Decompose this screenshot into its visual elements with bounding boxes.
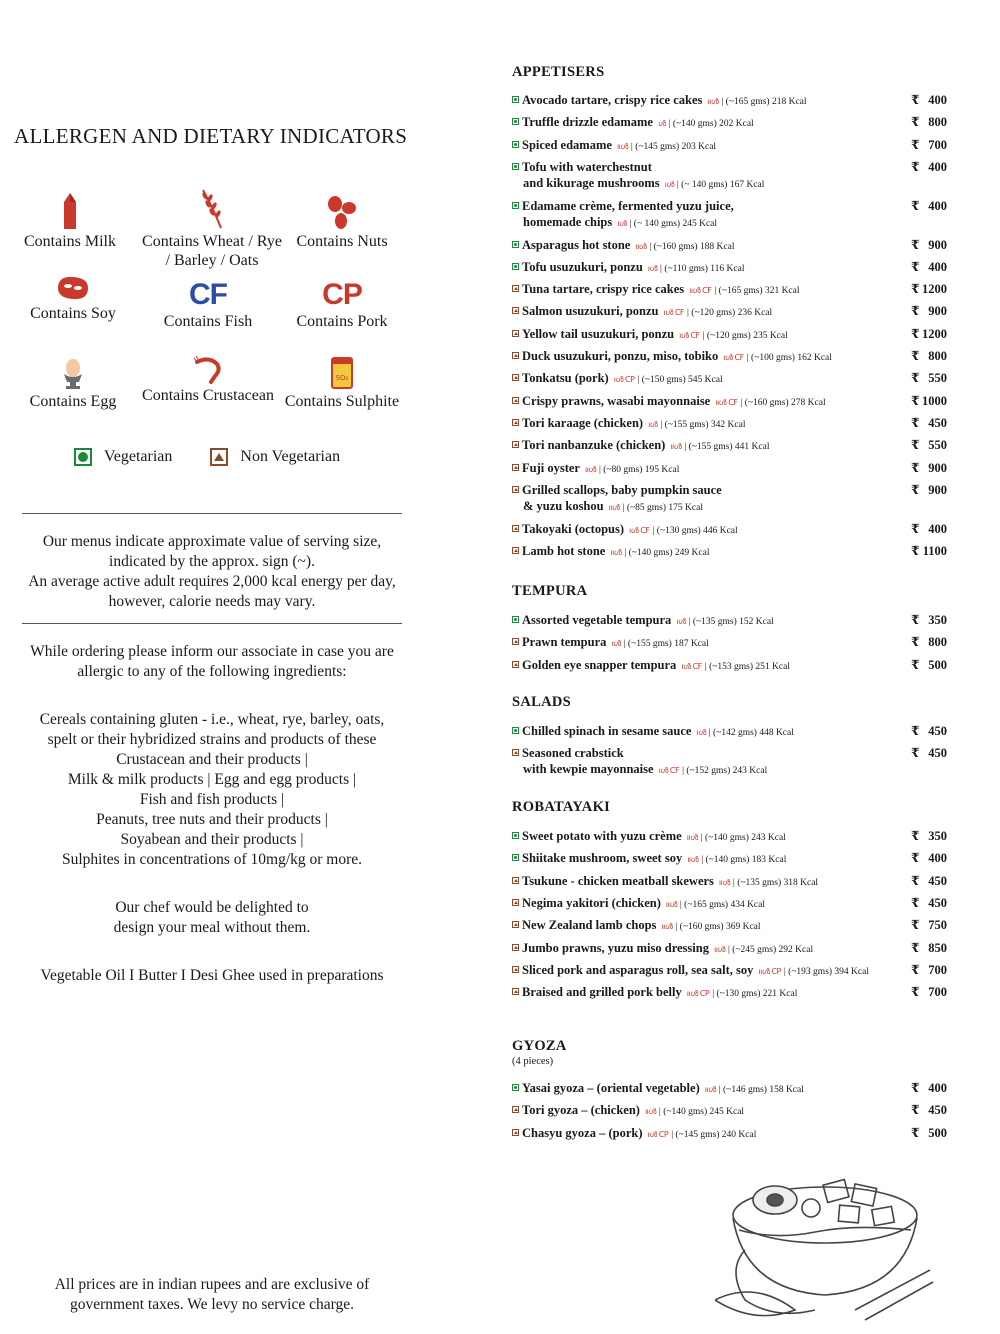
allergen-icons: ıൾ: [617, 218, 627, 228]
dish-name: Tsukune - chicken meatball skewers: [522, 873, 714, 888]
rupee-symbol: ₹: [911, 635, 920, 650]
allergen-icons: ıൾ CF: [658, 766, 680, 776]
serving-info: | (~145 gms) 203 Kcal: [630, 141, 717, 152]
allergen-icons: ııൾ: [608, 502, 620, 512]
serving-info: | (~85 gms) 175 Kcal: [622, 502, 703, 513]
price: ₹ 450: [911, 1103, 947, 1118]
serving-info: | (~155 gms) 187 Kcal: [623, 639, 709, 650]
dish-name: Seasoned crabstick: [522, 746, 624, 761]
vegetarian-icon: [512, 96, 519, 103]
price: ₹ 750: [911, 918, 947, 933]
rupee-symbol: ₹: [911, 1103, 920, 1118]
serving-info: | (~155 gms) 441 Kcal: [684, 442, 770, 453]
price: ₹ 400: [911, 259, 947, 274]
serving-info: | (~ 140 gms) 245 Kcal: [629, 218, 718, 229]
serving-info: | (~160 gms) 188 Kcal: [649, 241, 735, 252]
non-vegetarian-icon: [210, 448, 228, 466]
vegetarian-icon: [512, 727, 519, 734]
allergen-icons: ıൾ CP: [613, 375, 635, 385]
allergen-icons: ıൾ CF: [679, 330, 700, 340]
rupee-symbol: ₹: [911, 326, 920, 341]
nuts-icon: [325, 194, 359, 230]
shrimp-icon: [193, 356, 223, 384]
non-vegetarian-icon: [512, 899, 519, 906]
divider: [22, 513, 402, 514]
non-vegetarian-icon: [512, 921, 519, 928]
dish-name: Truffle drizzle edamame: [522, 115, 653, 130]
non-vegetarian-icon: [512, 441, 519, 448]
rupee-symbol: ₹: [911, 349, 920, 363]
dish-name: Sliced pork and asparagus roll, sea salt, soy: [522, 962, 754, 977]
soy-bean-icon: [54, 274, 92, 302]
vegetarian-icon: [74, 448, 92, 466]
divider: [22, 623, 402, 624]
non-vegetarian-icon: [512, 749, 519, 756]
serving-info: | (~245 gms) 292 Kcal: [727, 944, 814, 955]
price: ₹ 1100: [911, 543, 947, 558]
price: ₹ 800: [911, 635, 947, 650]
serving-info: | (~110 gms) 116 Kcal: [660, 263, 745, 274]
price: ₹ 400: [911, 521, 947, 536]
rupee-symbol: ₹: [911, 259, 920, 274]
allergen-icons: ıൾ CF: [663, 308, 685, 318]
serving-info: | (~146 gms) 158 Kcal: [718, 1085, 804, 1095]
rupee-symbol: ₹: [911, 873, 920, 888]
allergen-icons: ııൾ CF: [715, 397, 738, 407]
dish-name: Tori karaage (chicken): [522, 415, 644, 430]
dish-name: Tuna tartare, crispy rice cakes: [522, 282, 685, 297]
dish-name: Chilled spinach in sesame sauce: [522, 724, 692, 738]
rupee-symbol: ₹: [911, 521, 920, 536]
dish-name: Tofu with waterchestnut: [522, 159, 652, 174]
price: ₹ 400: [911, 1081, 947, 1095]
serving-info: | (~140 gms) 243 Kcal: [700, 833, 786, 843]
rupee-symbol: ₹: [911, 438, 920, 453]
serving-info: | (~160 gms) 369 Kcal: [675, 922, 761, 933]
rupee-symbol: ₹: [911, 237, 920, 252]
vegetarian-icon: [512, 241, 519, 248]
rupee-symbol: ₹: [911, 1081, 920, 1095]
dish-name: Sweet potato with yuzu crème: [522, 829, 682, 843]
non-vegetarian-icon: [512, 1106, 519, 1113]
price: ₹ 700: [911, 137, 947, 152]
dish-name: Takoyaki (octopus): [522, 521, 624, 536]
serving-info: | (~165 gms) 218 Kcal: [721, 97, 807, 107]
dish-name: Yellow tail usuzukuri, ponzu: [522, 326, 675, 341]
allergen-icons: ıൾ: [648, 419, 658, 429]
dish-name: Edamame crème, fermented yuzu juice,: [522, 198, 734, 213]
non-vegetarian-icon: [512, 966, 519, 973]
serving-info: | (~130 gms) 221 Kcal: [712, 989, 798, 1000]
ramen-bowl-illustration: [715, 1160, 935, 1330]
rupee-symbol: ₹: [911, 851, 920, 866]
price: ₹ 900: [911, 237, 947, 252]
rupee-symbol: ₹: [911, 543, 920, 558]
allergen-icons: ııൾ: [584, 464, 596, 474]
vegetarian-icon: [512, 163, 519, 170]
dish-name: Tori nanbanzuke (chicken): [522, 438, 666, 453]
rupee-symbol: ₹: [911, 93, 920, 107]
rupee-symbol: ₹: [911, 482, 920, 497]
allergen-soy: Contains Soy: [3, 270, 143, 323]
dish-name: Tori gyoza – (chicken): [522, 1103, 640, 1118]
price-note: All prices are in indian rupees and are exclusive of government taxes. We levy no service charge.: [54, 1276, 370, 1313]
serving-info: | (~165 gms) 321 Kcal: [714, 286, 800, 297]
rupee-symbol: ₹: [911, 415, 920, 430]
allergen-icons: ııൾ: [704, 1085, 716, 1094]
dish-name: Salmon usuzukuri, ponzu: [522, 304, 659, 319]
dish-name: Grilled scallops, baby pumpkin sauce: [522, 482, 722, 497]
non-vegetarian-icon: [512, 877, 519, 884]
price: ₹ 450: [911, 415, 947, 430]
non-vegetarian-icon: [512, 547, 519, 554]
dish-name: & yuzu koshou: [523, 498, 604, 513]
vegetarian-icon: [512, 202, 519, 209]
serving-info: | (~140 gms) 202 Kcal: [668, 119, 754, 130]
rupee-symbol: ₹: [911, 115, 920, 130]
price: ₹ 900: [911, 460, 947, 475]
serving-note: Our menus indicate approximate value of serving size, indicated by the approx. sign (~). An average active adult requires 2,000 kcal energy per day, however, calorie needs may vary.: [28, 533, 396, 610]
rupee-symbol: ₹: [911, 657, 920, 672]
rupee-symbol: ₹: [911, 918, 920, 933]
non-vegetarian-icon: [512, 352, 519, 359]
price: ₹ 500: [911, 657, 947, 672]
chef-note: Our chef would be delighted to design your meal without them.: [113, 899, 311, 936]
svg-text:SO₂: SO₂: [335, 374, 349, 382]
allergen-sulphite: SO₂ Contains Sulphite: [272, 346, 412, 411]
serving-info: | (~130 gms) 446 Kcal: [652, 525, 738, 536]
allergen-ingredients-list: Cereals containing gluten - i.e., wheat, rye, barley, oats, spelt or their hybridized strains and products of these Crustacean and their products | Milk & milk products | Egg and egg products | Fish and fish products | Peanuts, tree nuts and their products | Soyabean and their products | Sulphites in concentrations of 10mg/kg or more.: [39, 711, 385, 868]
vegetarian-icon: [512, 1084, 519, 1091]
sulphite-pack-icon: [330, 356, 354, 390]
vegetarian-icon: [512, 832, 519, 839]
non-vegetarian-label: Non Vegetarian: [240, 448, 341, 465]
allergen-icons: ııൾ: [686, 833, 698, 842]
non-vegetarian-icon: [512, 661, 519, 668]
vegetarian-icon: [512, 141, 519, 148]
non-vegetarian-icon: [512, 330, 519, 337]
rupee-symbol: ₹: [911, 282, 920, 297]
dish-name: homemade chips: [523, 214, 613, 229]
dish-name: Prawn tempura: [522, 635, 607, 650]
price: ₹ 900: [911, 482, 947, 497]
allergen-fish: CF Contains Fish: [163, 278, 253, 330]
allergen-icons: ııൾ: [665, 899, 677, 909]
allergen-icons: ııൾ CP: [758, 966, 781, 976]
dish-name: Tofu usuzukuri, ponzu: [522, 259, 643, 274]
section-title-appetisers: APPETISERS: [512, 64, 605, 80]
price: ₹ 700: [911, 985, 947, 1000]
rupee-symbol: ₹: [911, 962, 920, 977]
oil-note: Vegetable Oil I Butter I Desi Ghee used in preparations: [40, 967, 384, 984]
serving-info: | (~155 gms) 342 Kcal: [660, 419, 746, 430]
rupee-symbol: ₹: [911, 829, 920, 843]
non-vegetarian-icon: [512, 285, 519, 292]
dish-name: New Zealand lamb chops: [522, 918, 657, 933]
vegetarian-icon: [512, 263, 519, 270]
price: ₹ 800: [911, 115, 947, 130]
dish-name: Lamb hot stone: [522, 543, 606, 558]
allergen-milk: Contains Milk: [0, 186, 140, 251]
section-title-robatayaki: ROBATAYAKI: [512, 799, 611, 815]
serving-info: | (~150 gms) 545 Kcal: [637, 375, 723, 386]
price: ₹ 550: [911, 371, 947, 386]
allergen-icons: ııൾ: [670, 442, 682, 452]
dish-name: Asparagus hot stone: [522, 237, 631, 252]
vegetarian-icon: [512, 616, 519, 623]
allergen-icons: ııൾ CF: [689, 286, 712, 296]
rupee-symbol: ₹: [911, 460, 920, 475]
legend-title: ALLERGEN AND DIETARY INDICATORS: [14, 124, 408, 148]
section-title-tempura: TEMPURA: [512, 583, 588, 599]
milk-carton-icon: [61, 192, 79, 230]
serving-info: | (~142 gms) 448 Kcal: [708, 728, 794, 738]
dish-name: Golden eye snapper tempura: [522, 657, 677, 672]
price: ₹ 700: [911, 962, 947, 977]
dish-name: Chasyu gyoza – (pork): [522, 1125, 643, 1140]
vegetarian-label: Vegetarian: [104, 448, 173, 465]
serving-info: | (~145 gms) 240 Kcal: [671, 1129, 757, 1140]
serving-info: | (~140 gms) 249 Kcal: [624, 547, 710, 558]
wheat-icon: [197, 188, 227, 230]
non-vegetarian-icon: [512, 988, 519, 995]
vegetarian-icon: [512, 854, 519, 861]
dish-name: Crispy prawns, wasabi mayonnaise: [522, 393, 711, 408]
allergen-icons: ൾ: [657, 119, 666, 129]
price: ₹ 450: [911, 895, 947, 910]
allergen-icons: ııൾ CP: [686, 989, 710, 999]
allergen-wheat: Contains Wheat / Rye / Barley / Oats: [142, 186, 282, 270]
section-title-gyoza: GYOZA: [512, 1038, 567, 1054]
dish-name: Negima yakitori (chicken): [522, 895, 661, 910]
serving-info: | (~152 gms) 243 Kcal: [682, 766, 768, 777]
price: ₹ 800: [911, 349, 947, 363]
rupee-symbol: ₹: [911, 371, 920, 386]
price: ₹ 350: [911, 829, 947, 843]
rupee-symbol: ₹: [911, 613, 920, 627]
rupee-symbol: ₹: [911, 159, 920, 174]
price: ₹ 350: [911, 613, 947, 627]
allergen-icons: ııൾ: [661, 922, 673, 932]
allergen-icons: ıൾ CF: [681, 661, 702, 671]
vegetarian-icon: [512, 118, 519, 125]
non-vegetarian-icon: [512, 419, 519, 426]
dish-name: and kikurage mushrooms: [523, 175, 660, 190]
price: ₹ 1200: [911, 282, 947, 297]
price: ₹ 400: [911, 159, 947, 174]
allergen-icons: ıൾ: [676, 617, 686, 626]
non-vegetarian-icon: [512, 1129, 519, 1136]
section-subtitle: (4 pieces): [512, 1056, 554, 1067]
allergen-icons: ııൾ: [687, 855, 699, 865]
dish-name: Duck usuzukuri, ponzu, miso, tobiko: [522, 349, 719, 363]
serving-info: | (~80 gms) 195 Kcal: [598, 464, 680, 475]
allergen-icons: ıൾ CF: [629, 525, 650, 535]
dish-name: Braised and grilled pork belly: [522, 985, 682, 1000]
allergen-icons: ıൾ: [611, 639, 621, 649]
non-vegetarian-icon: [512, 525, 519, 532]
price: ₹ 550: [911, 438, 947, 453]
serving-info: | (~135 gms) 152 Kcal: [688, 617, 774, 627]
serving-info: | (~193 gms) 394 Kcal: [783, 966, 869, 977]
rupee-symbol: ₹: [911, 198, 920, 213]
price: ₹ 900: [911, 304, 947, 319]
allergen-icons: ııൾ: [616, 141, 628, 151]
allergen-crustacean: Contains Crustacean: [138, 346, 278, 405]
rupee-symbol: ₹: [911, 940, 920, 955]
non-vegetarian-icon: [512, 374, 519, 381]
serving-info: | (~140 gms) 245 Kcal: [658, 1107, 745, 1118]
rupee-symbol: ₹: [911, 985, 920, 1000]
serving-info: | (~140 gms) 183 Kcal: [701, 855, 787, 866]
allergy-inform-note: While ordering please inform our associate in case you are allergic to any of the following ingredients:: [30, 643, 394, 680]
price: ₹ 400: [911, 198, 947, 213]
dish-name: Jumbo prawns, yuzu miso dressing: [522, 940, 709, 955]
dish-name: Tonkatsu (pork): [522, 371, 609, 386]
dish-name: Avocado tartare, crispy rice cakes: [522, 93, 703, 107]
allergen-icons: ııൾ: [718, 877, 730, 887]
non-vegetarian-icon: [512, 944, 519, 951]
non-vegetarian-icon: [512, 486, 519, 493]
dish-name: Shiitake mushroom, sweet soy: [522, 851, 683, 866]
serving-info: | (~135 gms) 318 Kcal: [732, 877, 819, 888]
price: ₹ 450: [911, 873, 947, 888]
allergen-egg: Contains Egg: [3, 346, 143, 411]
allergen-icons: ıൾ: [647, 263, 658, 273]
section-title-salads: SALADS: [512, 694, 572, 710]
price: ₹ 450: [911, 746, 947, 761]
allergen-icons: ııൾ: [707, 97, 719, 106]
allergen-icons: ıൾ: [664, 179, 674, 189]
rupee-symbol: ₹: [911, 393, 920, 408]
allergen-icons: ııൾ: [635, 241, 647, 251]
non-vegetarian-icon: [512, 397, 519, 404]
serving-info: | (~120 gms) 235 Kcal: [702, 330, 788, 341]
serving-info: | (~100 gms) 162 Kcal: [746, 353, 832, 363]
rupee-symbol: ₹: [911, 304, 920, 319]
rupee-symbol: ₹: [911, 137, 920, 152]
serving-info: | (~165 gms) 434 Kcal: [679, 899, 766, 910]
price: ₹ 400: [911, 93, 947, 107]
allergen-icons: ıൾ: [696, 728, 706, 737]
dish-name: Fuji oyster: [522, 460, 580, 475]
dish-name: Spiced edamame: [522, 137, 612, 152]
rupee-symbol: ₹: [911, 895, 920, 910]
allergen-icons: ıൾ CP: [647, 1129, 669, 1139]
diet-legend: [74, 448, 340, 466]
allergen-icons: ııൾ: [610, 547, 622, 557]
rupee-symbol: ₹: [911, 746, 920, 761]
allergen-pork: CP Contains Pork: [296, 278, 388, 330]
price: ₹ 850: [911, 940, 947, 955]
allergen-nuts: Contains Nuts: [272, 186, 412, 251]
dish-name: Yasai gyoza – (oriental vegetable): [522, 1081, 700, 1095]
fish-cf-icon: CF: [189, 278, 227, 311]
serving-info: | (~153 gms) 251 Kcal: [704, 661, 790, 672]
price: ₹ 500: [911, 1125, 947, 1140]
serving-info: | (~ 140 gms) 167 Kcal: [676, 179, 765, 190]
non-vegetarian-icon: [512, 638, 519, 645]
price: ₹ 1200: [911, 326, 947, 341]
allergen-icons: ııൾ: [644, 1107, 656, 1117]
dish-name: Assorted vegetable tempura: [522, 613, 672, 627]
pork-cp-icon: CP: [322, 278, 362, 311]
rupee-symbol: ₹: [911, 724, 920, 738]
allergen-icons: ıൾ CF: [723, 353, 744, 362]
egg-icon: [61, 358, 85, 390]
non-vegetarian-icon: [512, 307, 519, 314]
rupee-symbol: ₹: [911, 1125, 920, 1140]
non-vegetarian-icon: [512, 464, 519, 471]
serving-info: | (~160 gms) 278 Kcal: [740, 397, 826, 408]
serving-info: | (~120 gms) 236 Kcal: [687, 308, 773, 319]
dish-name: with kewpie mayonnaise: [523, 762, 654, 777]
allergen-icons: ııൾ: [713, 944, 725, 954]
price: ₹ 400: [911, 851, 947, 866]
price: ₹ 450: [911, 724, 947, 738]
price: ₹ 1000: [911, 393, 947, 408]
